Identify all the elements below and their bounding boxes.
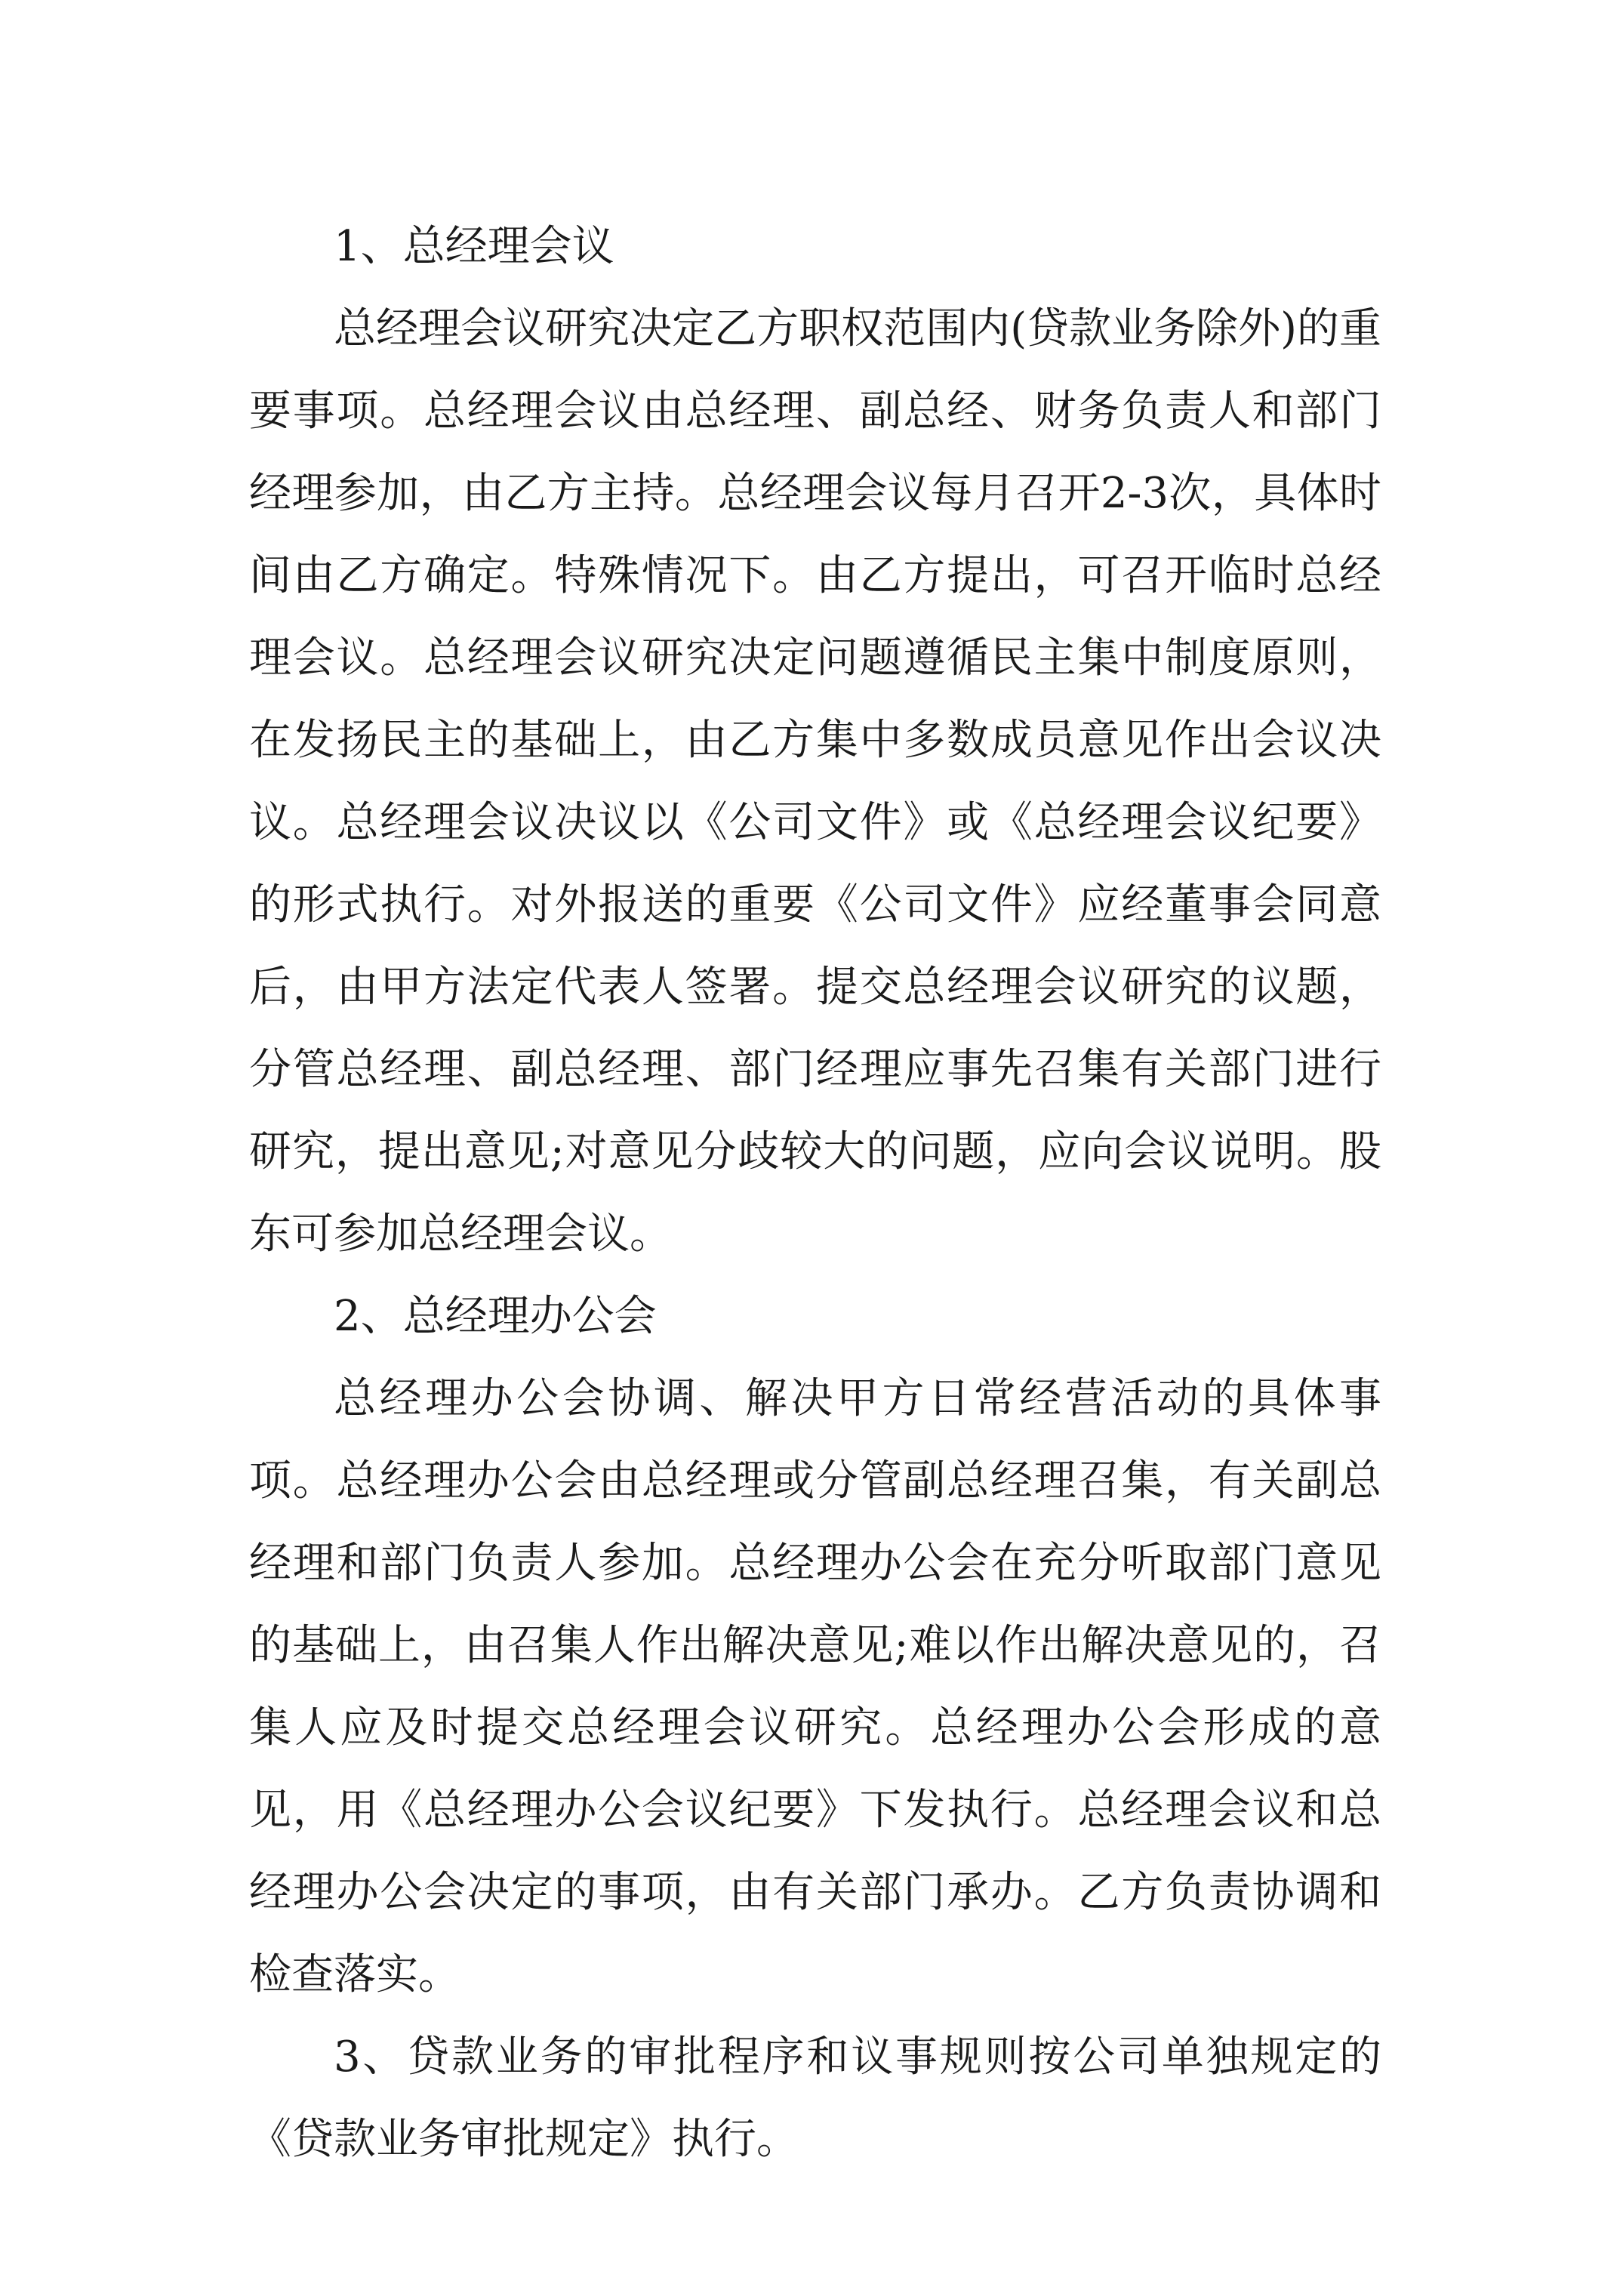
section-1-paragraph: 总经理会议研究决定乙方职权范围内(贷款业务除外)的重要事项。总经理会议由总经理、副总经、财务负责人和部门经理参加，由乙方主持。总经理会议每月召开2-3次，具体时间由乙方确定。特殊情况下。由乙方提出，可召开临时总经理会议。总经理会议研究决定问题遵循民主集中制度原则，在发扬民主的基础上，由乙方集中多数成员意见作出会议决议。总经理会议决议以《公司文件》或《总经理会议纪要》的形式执行。对外报送的重要《公司文件》应经董事会同意后，由甲方法定代表人签署。提交总经理会议研究的议题，分管总经理、副总经理、部门经理应事先召集有关部门进行研究，提出意见;对意见分歧较大的问题，应向会议说明。股东可参加总经理会议。 bbox=[249, 304, 1381, 1259]
section-2-paragraph: 总经理办公会协调、解决甲方日常经营活动的具体事项。总经理办公会由总经理或分管副总经理召集，有关副总经理和部门负责人参加。总经理办公会在充分听取部门意见的基础上，由召集人作出解决意见;难以作出解决意见的，召集人应及时提交总经理会议研究。总经理办公会形成的意见，用《总经理办公会议纪要》下发执行。总经理会议和总经理办公会决定的事项，由有关部门承办。乙方负责协调和检查落实。 bbox=[249, 1374, 1381, 1999]
section-1-heading: 1、总经理会议 bbox=[334, 222, 614, 271]
document-body bbox=[249, 205, 1381, 2180]
section-2-heading: 2、总经理办公会 bbox=[334, 1292, 657, 1341]
section-3-paragraph: 3、贷款业务的审批程序和议事规则按公司单独规定的《贷款业务审批规定》执行。 bbox=[249, 2032, 1381, 2164]
